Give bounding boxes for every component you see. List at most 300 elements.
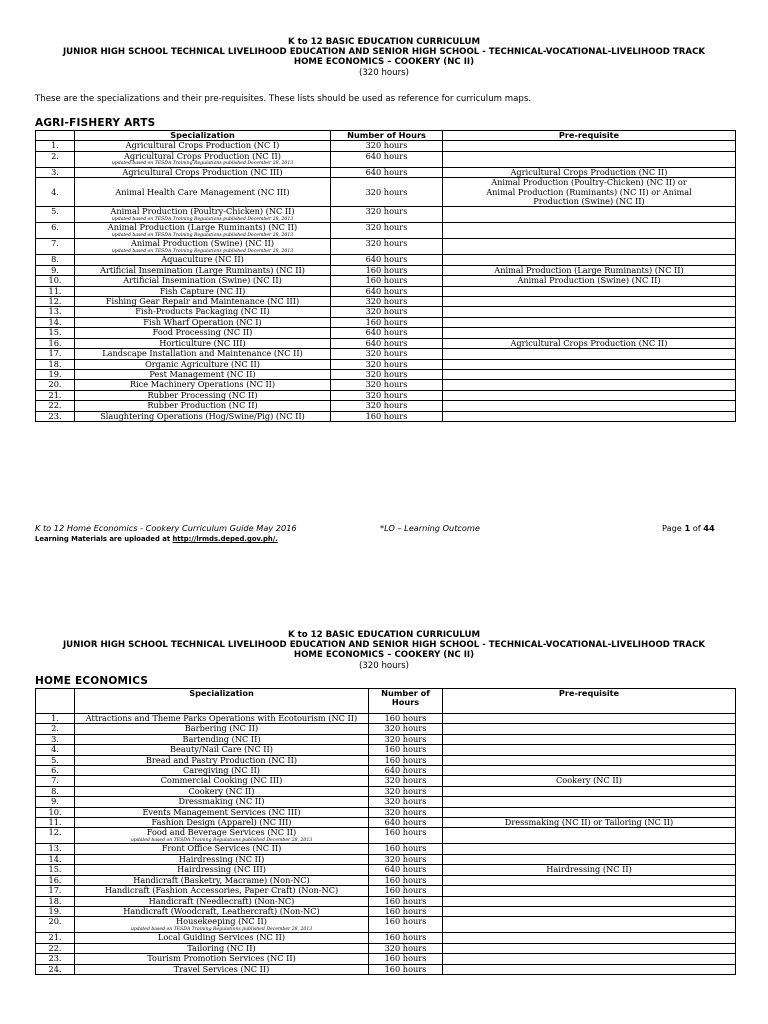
hours-cell: 320 hours	[331, 369, 443, 379]
row-number: 18.	[36, 896, 75, 906]
section-title: AGRI-FISHERY ARTS	[35, 117, 156, 129]
prerequisite-cell	[443, 906, 736, 916]
specialization-table	[35, 688, 736, 975]
hours-cell: 320 hours	[331, 349, 443, 359]
specialization-name: Food Processing (NC II)	[152, 327, 253, 338]
table-row	[36, 359, 736, 369]
specialization-cell	[75, 178, 331, 207]
row-number: 20.	[36, 917, 75, 933]
prerequisite-cell: Animal Production (Poultry-Chicken) (NC II) or Animal Production (Ruminants) (NC II) or Animal Production (Swine) (NC II)	[443, 178, 736, 207]
row-number: 5.	[36, 755, 75, 765]
table-row	[36, 369, 736, 379]
specialization-name: Tailoring (NC II)	[187, 943, 256, 953]
prerequisite-cell	[443, 297, 736, 307]
prerequisite-cell	[443, 255, 736, 265]
hours-cell: 640 hours	[331, 255, 443, 265]
specialization-cell	[75, 714, 369, 724]
prerequisite-cell	[443, 317, 736, 327]
table-row	[36, 167, 736, 177]
hours-cell: 320 hours	[369, 786, 443, 796]
intro-text: These are the specializations and their pre-requisites. These lists should be used as reference for curriculum maps.	[35, 94, 532, 104]
hours-cell: 160 hours	[369, 896, 443, 906]
table-row	[36, 807, 736, 817]
specialization-name: Hairdressing (NC III)	[177, 864, 266, 875]
specialization-cell	[75, 828, 369, 844]
footer-lo-note: *LO – Learning Outcome	[380, 523, 480, 533]
specialization-cell	[75, 776, 369, 786]
hours-cell: 320 hours	[369, 797, 443, 807]
row-number: 15.	[36, 328, 75, 338]
table-row	[36, 776, 736, 786]
row-number: 4.	[36, 745, 75, 755]
hours-cell: 160 hours	[369, 844, 443, 854]
table-row	[36, 734, 736, 744]
specialization-cell	[75, 151, 331, 167]
specialization-cell	[75, 745, 369, 755]
col-hours-header: Number of Hours	[369, 689, 443, 714]
specialization-name: Organic Agriculture (NC II)	[145, 359, 260, 369]
specialization-cell	[75, 265, 331, 275]
specialization-name: Pest Management (NC II)	[149, 369, 256, 379]
footer-guide: K to 12 Home Economics - Cookery Curriculum Guide May 2016	[35, 523, 297, 533]
row-number: 15.	[36, 865, 75, 875]
hours-cell: 160 hours	[331, 265, 443, 275]
specialization-cell	[75, 865, 369, 875]
specialization-cell	[75, 797, 369, 807]
specialization-name: Local Guiding Services (NC II)	[157, 932, 286, 943]
row-number: 12.	[36, 828, 75, 844]
hours-cell: 320 hours	[331, 297, 443, 307]
prerequisite-cell	[443, 141, 736, 151]
specialization-cell	[75, 906, 369, 916]
track-title: JUNIOR HIGH SCHOOL TECHNICAL LIVELIHOOD EDUCATION AND SENIOR HIGH SCHOOL - TECHNICAL-VOCATIONAL-LIVELIHOOD TRACK	[62, 47, 706, 58]
hours-cell: 320 hours	[331, 178, 443, 207]
specialization-name: Landscape Installation and Maintenance (NC II)	[102, 348, 303, 359]
table-row	[36, 818, 736, 828]
row-number: 19.	[36, 369, 75, 379]
hours-cell: 160 hours	[369, 886, 443, 896]
hours-cell: 640 hours	[331, 167, 443, 177]
row-number: 13.	[36, 844, 75, 854]
table-row	[36, 786, 736, 796]
specialization-cell	[75, 338, 331, 348]
specialization-cell	[75, 807, 369, 817]
table-row	[36, 745, 736, 755]
table-row	[36, 207, 736, 223]
specialization-cell	[75, 917, 369, 933]
specialization-name: Animal Health Care Management (NC III)	[115, 186, 290, 197]
curriculum-title: K to 12 BASIC EDUCATION CURRICULUM	[287, 630, 481, 640]
table-row	[36, 714, 736, 724]
row-number: 23.	[36, 954, 75, 964]
specialization-name: Horticulture (NC III)	[159, 338, 246, 348]
hours-cell: 640 hours	[369, 766, 443, 776]
row-number: 22.	[36, 401, 75, 411]
page-number: Page 1 of 44	[662, 523, 715, 533]
specialization-name: Beauty/Nail Care (NC II)	[170, 744, 273, 755]
prerequisite-cell: Agricultural Crops Production (NC II)	[443, 167, 736, 177]
update-note: updated based on TESDA Training Regulations published December 28, 2013	[111, 248, 294, 254]
prerequisite-cell: Agricultural Crops Production (NC II)	[443, 338, 736, 348]
prerequisite-cell: Dressmaking (NC II) or Tailoring (NC II)	[443, 818, 736, 828]
hours-cell: 160 hours	[369, 828, 443, 844]
specialization-cell	[75, 896, 369, 906]
table-row	[36, 828, 736, 844]
prerequisite-cell	[443, 964, 736, 974]
prerequisite-cell	[443, 151, 736, 167]
curriculum-title: K to 12 BASIC EDUCATION CURRICULUM	[287, 37, 481, 47]
table-row	[36, 896, 736, 906]
specialization-name: Agricultural Crops Production (NC III)	[122, 167, 283, 177]
prerequisite-cell	[443, 401, 736, 411]
hours-cell: 160 hours	[369, 906, 443, 916]
specialization-name: Handicraft (Fashion Accessories, Paper Craft) (Non-NC)	[104, 885, 339, 896]
prerequisite-cell	[443, 886, 736, 896]
specialization-cell	[75, 255, 331, 265]
prerequisite-cell	[443, 745, 736, 755]
table-row	[36, 390, 736, 400]
row-number: 12.	[36, 297, 75, 307]
row-number: 8.	[36, 786, 75, 796]
specialization-name: Fishing Gear Repair and Maintenance (NC III)	[105, 296, 300, 307]
update-note: updated based on TESDA Training Regulations published December 28, 2013	[111, 161, 294, 167]
prerequisite-cell	[443, 411, 736, 421]
row-number: 10.	[36, 807, 75, 817]
prerequisite-cell: Hairdressing (NC II)	[443, 865, 736, 875]
prerequisite-cell: Animal Production (Large Ruminants) (NC II)	[443, 265, 736, 275]
specialization-cell	[75, 854, 369, 864]
hours-cell: 160 hours	[369, 917, 443, 933]
specialization-cell	[75, 401, 331, 411]
hours-cell: 160 hours	[369, 875, 443, 885]
specialization-name: Rice Machinery Operations (NC II)	[129, 379, 276, 390]
hours-cell: 640 hours	[369, 865, 443, 875]
row-number: 1.	[36, 714, 75, 724]
table-row	[36, 223, 736, 239]
specialization-cell	[75, 933, 369, 943]
prerequisite-cell	[443, 307, 736, 317]
hours-cell: 160 hours	[331, 276, 443, 286]
hours-cell: 320 hours	[369, 943, 443, 953]
row-number: 2.	[36, 724, 75, 734]
specialization-name: Animal Production (Swine) (NC II)	[130, 238, 275, 249]
table-row	[36, 328, 736, 338]
specialization-cell	[75, 964, 369, 974]
specialization-name: Rubber Production (NC II)	[147, 400, 258, 411]
table-row	[36, 401, 736, 411]
specialization-name: Bread and Pastry Production (NC II)	[145, 755, 298, 765]
course-title: HOME ECONOMICS – COOKERY (NC II)	[293, 57, 475, 68]
specialization-cell	[75, 875, 369, 885]
specialization-cell	[75, 954, 369, 964]
hours-cell: 640 hours	[369, 818, 443, 828]
table-row	[36, 854, 736, 864]
specialization-name: Handicraft (Needlecraft) (Non-NC)	[148, 896, 295, 906]
specialization-name: Fashion Design (Apparel) (NC III)	[151, 817, 292, 828]
prerequisite-cell	[443, 954, 736, 964]
table-header-row	[36, 689, 736, 714]
specialization-name: Handicraft (Basketry, Macrame) (Non-NC)	[133, 875, 310, 885]
specialization-name: Attractions and Theme Parks Operations with Ecotourism (NC II)	[85, 713, 358, 723]
table-row	[36, 954, 736, 964]
table-row	[36, 875, 736, 885]
row-number: 14.	[36, 317, 75, 327]
row-number: 9.	[36, 265, 75, 275]
specialization-name: Artificial Insemination (Swine) (NC II)	[123, 275, 282, 286]
table-row	[36, 286, 736, 296]
row-number: 9.	[36, 797, 75, 807]
specialization-name: Fish Capture (NC II)	[159, 286, 246, 296]
table-row	[36, 933, 736, 943]
table-row	[36, 797, 736, 807]
specialization-name: Tourism Promotion Services (NC II)	[147, 953, 296, 964]
prerequisite-cell	[443, 369, 736, 379]
specialization-cell	[75, 239, 331, 255]
prerequisite-cell	[443, 755, 736, 765]
page-header	[0, 37, 768, 78]
specialization-name: Bartending (NC II)	[182, 734, 261, 744]
row-number: 7.	[36, 776, 75, 786]
specialization-cell	[75, 207, 331, 223]
prerequisite-cell	[443, 390, 736, 400]
course-title: HOME ECONOMICS – COOKERY (NC II)	[293, 650, 475, 661]
row-number: 14.	[36, 854, 75, 864]
specialization-cell	[75, 755, 369, 765]
prerequisite-cell	[443, 828, 736, 844]
row-number: 16.	[36, 338, 75, 348]
prerequisite-cell	[443, 933, 736, 943]
hours-cell: 160 hours	[369, 745, 443, 755]
specialization-cell	[75, 317, 331, 327]
hours-cell: 320 hours	[369, 734, 443, 744]
specialization-name: Commercial Cooking (NC III)	[160, 775, 283, 786]
prerequisite-cell	[443, 380, 736, 390]
specialization-name: Handicraft (Woodcraft, Leathercraft) (Non-NC)	[123, 906, 320, 916]
specialization-name: Animal Production (Poultry-Chicken) (NC II)	[110, 206, 295, 217]
specialization-cell	[75, 359, 331, 369]
hours-cell: 160 hours	[369, 755, 443, 765]
col-prereq-header: Pre-requisite	[443, 689, 736, 714]
prerequisite-cell	[443, 875, 736, 885]
prerequisite-cell	[443, 207, 736, 223]
hours-cell: 640 hours	[331, 328, 443, 338]
course-hours: (320 hours)	[358, 67, 409, 78]
hours-cell: 320 hours	[331, 390, 443, 400]
specialization-name: Food and Beverage Services (NC II)	[146, 827, 297, 838]
col-prereq-header: Pre-requisite	[443, 131, 736, 141]
row-number: 10.	[36, 276, 75, 286]
hours-cell: 160 hours	[369, 933, 443, 943]
hours-cell: 160 hours	[369, 964, 443, 974]
row-number: 3.	[36, 167, 75, 177]
hours-cell: 160 hours	[369, 714, 443, 724]
hours-cell: 320 hours	[331, 380, 443, 390]
row-number: 23.	[36, 411, 75, 421]
table-row	[36, 349, 736, 359]
table-row	[36, 906, 736, 916]
row-number: 17.	[36, 886, 75, 896]
specialization-cell	[75, 349, 331, 359]
row-number: 21.	[36, 933, 75, 943]
specialization-name: Aquaculture (NC II)	[161, 254, 244, 265]
col-specialization-header: Specialization	[75, 131, 331, 141]
specialization-name: Cookery (NC II)	[188, 786, 255, 796]
specialization-cell	[75, 286, 331, 296]
row-number: 24.	[36, 964, 75, 974]
prerequisite-cell	[443, 359, 736, 369]
row-number: 20.	[36, 380, 75, 390]
specialization-name: Front Office Services (NC II)	[161, 843, 282, 854]
specialization-cell	[75, 141, 331, 151]
table-row	[36, 151, 736, 167]
prerequisite-cell	[443, 917, 736, 933]
prerequisite-cell	[443, 328, 736, 338]
page-header	[0, 630, 768, 671]
specialization-cell	[75, 943, 369, 953]
prerequisite-cell	[443, 349, 736, 359]
specialization-name: Housekeeping (NC II)	[176, 916, 267, 927]
prerequisite-cell	[443, 286, 736, 296]
specialization-cell	[75, 844, 369, 854]
row-number: 1.	[36, 141, 75, 151]
row-number: 18.	[36, 359, 75, 369]
prerequisite-cell	[443, 807, 736, 817]
table-row	[36, 265, 736, 275]
table-row	[36, 411, 736, 421]
specialization-cell	[75, 786, 369, 796]
table-row	[36, 755, 736, 765]
hours-cell: 320 hours	[331, 401, 443, 411]
specialization-cell	[75, 307, 331, 317]
prerequisite-cell: Animal Production (Swine) (NC II)	[443, 276, 736, 286]
specialization-cell	[75, 223, 331, 239]
hours-cell: 160 hours	[331, 411, 443, 421]
footer-materials: Learning Materials are uploaded at http://lrmds.deped.gov.ph/.	[35, 535, 278, 543]
table-row	[36, 307, 736, 317]
table-row	[36, 766, 736, 776]
hours-cell: 320 hours	[369, 724, 443, 734]
specialization-name: Hairdressing (NC II)	[178, 854, 265, 864]
update-note: updated based on TESDA Training Regulations published December 28, 2013	[111, 232, 294, 238]
hours-cell: 320 hours	[331, 359, 443, 369]
table-row	[36, 338, 736, 348]
hours-cell: 320 hours	[331, 239, 443, 255]
specialization-name: Agricultural Crops Production (NC I)	[125, 140, 280, 151]
table-row	[36, 964, 736, 974]
table-row	[36, 239, 736, 255]
table-row	[36, 276, 736, 286]
hours-cell: 320 hours	[331, 141, 443, 151]
specialization-cell	[75, 297, 331, 307]
specialization-name: Fish-Products Packaging (NC II)	[135, 306, 270, 317]
row-number: 7.	[36, 239, 75, 255]
prerequisite-cell	[443, 896, 736, 906]
row-number: 8.	[36, 255, 75, 265]
prerequisite-cell	[443, 854, 736, 864]
section-title: HOME ECONOMICS	[35, 675, 149, 687]
specialization-name: Caregiving (NC II)	[182, 765, 260, 776]
prerequisite-cell	[443, 943, 736, 953]
prerequisite-cell	[443, 223, 736, 239]
row-number: 6.	[36, 766, 75, 776]
prerequisite-cell	[443, 797, 736, 807]
table-row	[36, 724, 736, 734]
prerequisite-cell	[443, 844, 736, 854]
row-number: 11.	[36, 818, 75, 828]
specialization-name: Travel Services (NC II)	[173, 964, 270, 974]
hours-cell: 320 hours	[369, 807, 443, 817]
materials-link[interactable]: http://lrmds.deped.gov.ph/.	[172, 535, 278, 543]
table-row	[36, 917, 736, 933]
specialization-cell	[75, 328, 331, 338]
row-number: 19.	[36, 906, 75, 916]
specialization-name: Rubber Processing (NC II)	[147, 390, 258, 400]
specialization-cell	[75, 766, 369, 776]
row-number: 6.	[36, 223, 75, 239]
specialization-cell	[75, 390, 331, 400]
specialization-name: Fish Wharf Operation (NC I)	[143, 317, 262, 327]
col-specialization-header: Specialization	[75, 689, 369, 714]
prerequisite-cell	[443, 239, 736, 255]
row-number: 17.	[36, 349, 75, 359]
specialization-cell	[75, 167, 331, 177]
prerequisite-cell	[443, 724, 736, 734]
specialization-cell	[75, 818, 369, 828]
table-row	[36, 255, 736, 265]
specialization-name: Artificial Insemination (Large Ruminants) (NC II)	[100, 265, 305, 275]
specialization-name: Barbering (NC II)	[184, 723, 259, 734]
hours-cell: 320 hours	[331, 207, 443, 223]
row-number: 5.	[36, 207, 75, 223]
row-number: 21.	[36, 390, 75, 400]
specialization-name: Agricultural Crops Production (NC II)	[124, 151, 281, 161]
specialization-cell	[75, 886, 369, 896]
table-row	[36, 865, 736, 875]
update-note: updated based on TESDA Training Regulations published December 28, 2013	[130, 926, 313, 932]
row-number: 16.	[36, 875, 75, 885]
row-number: 2.	[36, 151, 75, 167]
col-number-header	[36, 131, 75, 141]
specialization-cell	[75, 411, 331, 421]
specialization-cell	[75, 734, 369, 744]
update-note: updated based on TESDA Training Regulations published December 28, 2013	[111, 216, 294, 222]
table-row	[36, 178, 736, 207]
specialization-table	[35, 130, 736, 422]
hours-cell: 160 hours	[369, 954, 443, 964]
course-hours: (320 hours)	[358, 660, 409, 671]
hours-cell: 640 hours	[331, 151, 443, 167]
row-number: 4.	[36, 178, 75, 207]
track-title: JUNIOR HIGH SCHOOL TECHNICAL LIVELIHOOD EDUCATION AND SENIOR HIGH SCHOOL - TECHNICAL-VOCATIONAL-LIVELIHOOD TRACK	[62, 640, 706, 651]
hours-cell: 160 hours	[331, 317, 443, 327]
row-number: 22.	[36, 943, 75, 953]
table-row	[36, 317, 736, 327]
prerequisite-cell	[443, 714, 736, 724]
table-row	[36, 297, 736, 307]
row-number: 13.	[36, 307, 75, 317]
specialization-name: Slaughtering Operations (Hog/Swine/Pig) (NC II)	[100, 411, 305, 421]
prerequisite-cell	[443, 786, 736, 796]
hours-cell: 320 hours	[331, 223, 443, 239]
row-number: 11.	[36, 286, 75, 296]
table-row	[36, 943, 736, 953]
table-row	[36, 886, 736, 896]
specialization-cell	[75, 724, 369, 734]
update-note: updated based on TESDA Training Regulations published December 28, 2013	[130, 837, 313, 843]
prerequisite-cell	[443, 766, 736, 776]
specialization-name: Events Management Services (NC III)	[142, 807, 301, 817]
specialization-cell	[75, 380, 331, 390]
